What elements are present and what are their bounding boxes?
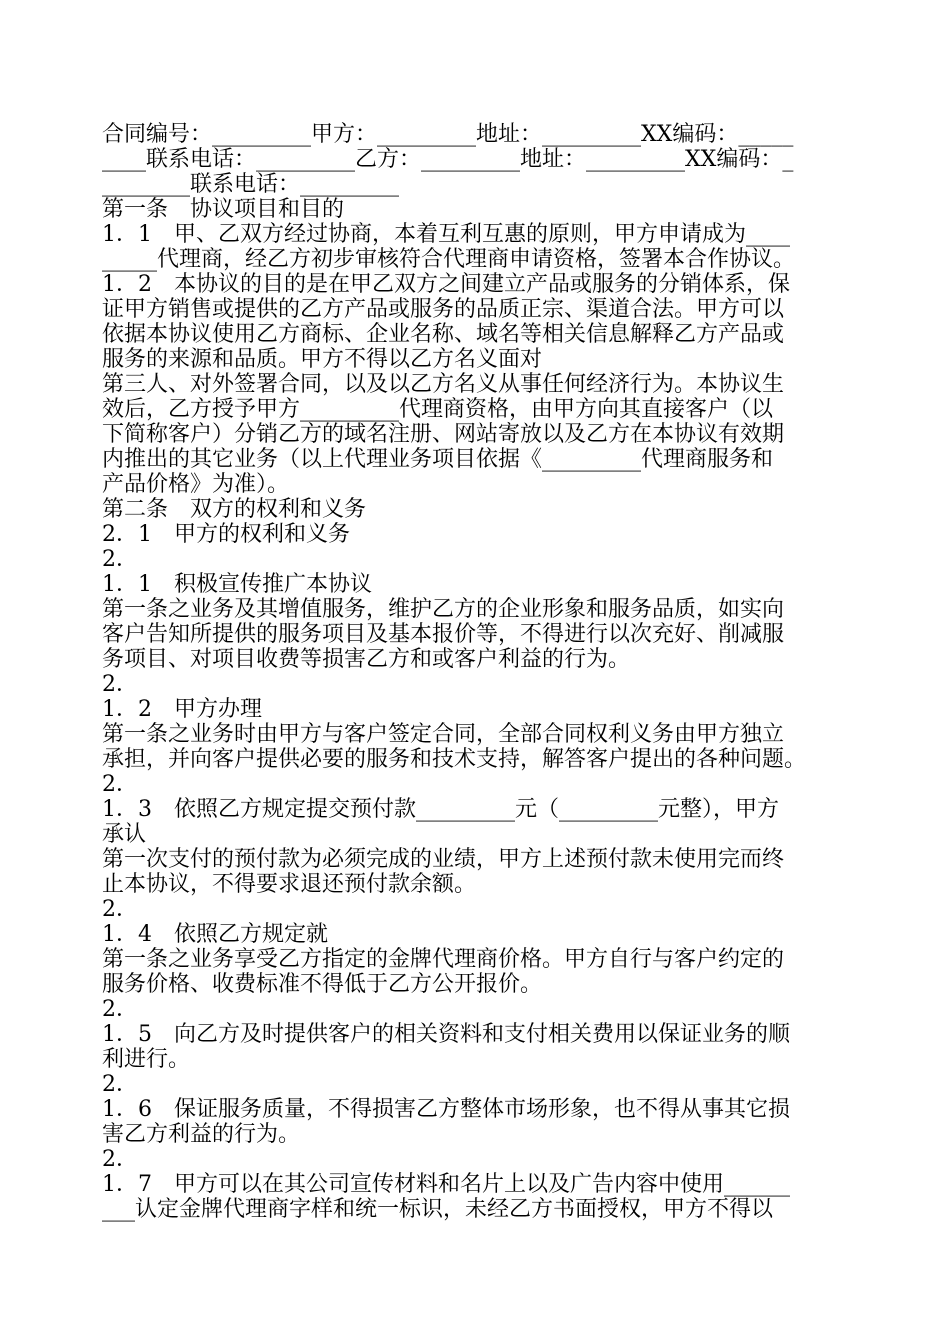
text-line: 2． (102, 772, 138, 797)
contract-document (102, 122, 862, 1222)
text-line: 第三人、对外签署合同，以及以乙方名义从事任何经济行为。本协议生 (102, 372, 785, 397)
text-line: 第二条 双方的权利和义务 (102, 497, 367, 522)
text-line: 1．1 积极宣传推广本协议 (102, 572, 372, 597)
text-line: 2． (102, 672, 138, 697)
text-line: 服务的来源和品质。甲方不得以乙方名义面对 (102, 347, 543, 372)
text-line: 第一条 协议项目和目的 (102, 197, 345, 222)
text-line: 2． (102, 1072, 138, 1097)
text-line: 2． (102, 997, 138, 1022)
text-line: 产品价格》为准）。 (102, 472, 290, 497)
text-line: 承认 (102, 822, 147, 847)
text-line: 1．5 向乙方及时提供客户的相关资料和支付相关费用以保证业务的顺 (102, 1022, 790, 1047)
text-line: 效后，乙方授予甲方_________代理商资格，由甲方向其直接客户（以 (102, 397, 774, 422)
text-line: 依据本协议使用乙方商标、企业名称、域名等相关信息解释乙方产品或 (102, 322, 785, 347)
text-line: 合同编号：_________甲方：_________地址：_________XX编码：_____ (102, 122, 794, 147)
text-line: 证甲方销售或提供的乙方产品或服务的品质正宗、渠道合法。甲方可以 (102, 297, 785, 322)
text-line: 第一条之业务时由甲方与客户签定合同，全部合同权利义务由甲方独立 (102, 722, 785, 747)
text-line: 下简称客户）分销乙方的域名注册、网站寄放以及乙方在本协议有效期 (102, 422, 785, 447)
text-line: 第一条之业务及其增值服务，维护乙方的企业形象和服务品质，如实向 (102, 597, 785, 622)
text-line: 2． (102, 547, 138, 572)
text-line: ___认定金牌代理商字样和统一标识，未经乙方书面授权，甲方不得以 (102, 1197, 774, 1222)
text-line: 客户告知所提供的服务项目及基本报价等，不得进行以次充好、削减服 (102, 622, 785, 647)
text-line: 1．7 甲方可以在其公司宣传材料和名片上以及广告内容中使用______ (102, 1172, 790, 1197)
text-line: 1．1 甲、乙双方经过协商，本着互利互惠的原则，甲方申请成为____ (102, 222, 790, 247)
text-line: 止本协议，不得要求退还预付款余额。 (102, 872, 477, 897)
text-line: 利进行。 (102, 1047, 191, 1072)
text-line: 1．2 甲方办理 (102, 697, 262, 722)
text-line: 2． (102, 897, 138, 922)
text-line: 1．6 保证服务质量，不得损害乙方整体市场形象，也不得从事其它损 (102, 1097, 790, 1122)
text-line: 2． (102, 1147, 138, 1172)
text-line: ____联系电话：_________乙方：_________地址：_________XX编码：_ (102, 147, 794, 172)
text-line: 务项目、对项目收费等损害乙方和或客户利益的行为。 (102, 647, 631, 672)
text-line: _____代理商，经乙方初步审核符合代理商申请资格，签署本合作协议。 (102, 247, 796, 272)
text-line: 第一条之业务享受乙方指定的金牌代理商价格。甲方自行与客户约定的 (102, 947, 785, 972)
text-line: 2．1 甲方的权利和义务 (102, 522, 350, 547)
text-line: 害乙方利益的行为。 (102, 1122, 301, 1147)
text-line: 第一次支付的预付款为必须完成的业绩，甲方上述预付款未使用完而终 (102, 847, 785, 872)
text-line: 1．2 本协议的目的是在甲乙双方之间建立产品或服务的分销体系，保 (102, 272, 790, 297)
text-line: 承担，并向客户提供必要的服务和技术支持，解答客户提出的各种问题。 (102, 747, 807, 772)
text-line: 服务价格、收费标准不得低于乙方公开报价。 (102, 972, 543, 997)
text-line: 1．3 依照乙方规定提交预付款_________元（_________元整），甲方 (102, 797, 779, 822)
text-line: ________联系电话：_________ (102, 172, 400, 197)
text-line: 内推出的其它业务（以上代理业务项目依据《_________代理商服务和 (102, 447, 774, 472)
text-line: 1．4 依照乙方规定就 (102, 922, 328, 947)
